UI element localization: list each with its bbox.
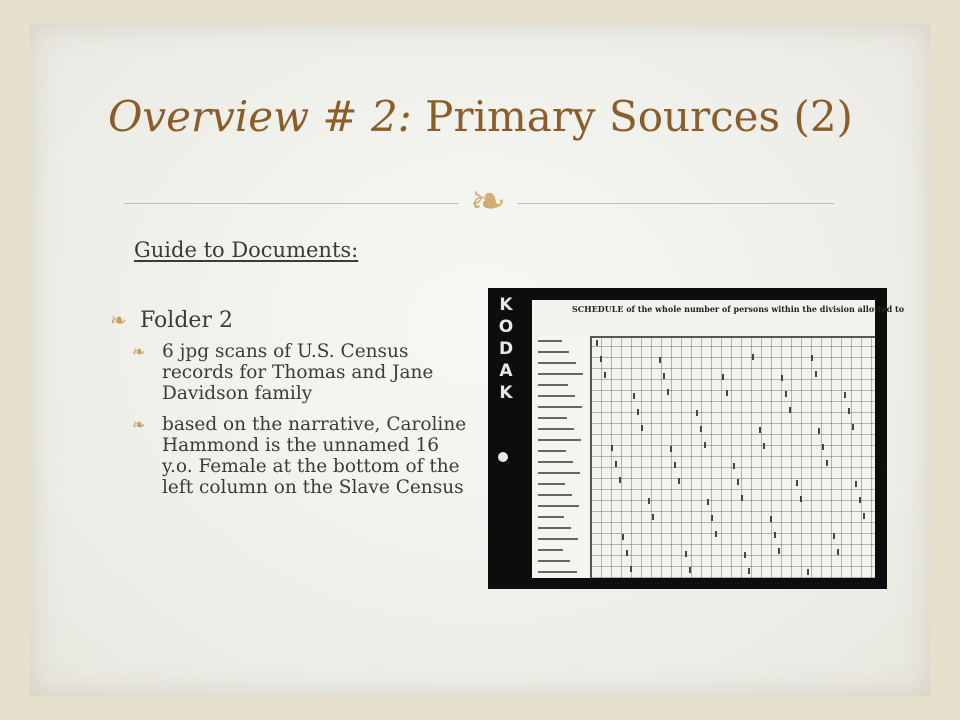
film-hole-icon	[498, 452, 508, 462]
handwriting-stroke	[538, 461, 573, 463]
handwriting-stroke	[538, 417, 567, 419]
handwriting-stroke	[538, 428, 574, 430]
page-title	[108, 92, 868, 141]
tally-mark	[752, 354, 754, 360]
bullet-icon: ❧	[110, 308, 127, 332]
handwriting-stroke	[538, 516, 564, 518]
handwriting-stroke	[538, 472, 580, 474]
bullet-icon: ❧	[132, 342, 146, 361]
tally-mark	[863, 513, 865, 519]
list-item-folder	[110, 308, 470, 333]
tally-mark	[789, 407, 791, 413]
handwriting-stroke	[538, 538, 578, 540]
tally-mark	[715, 531, 717, 537]
sub-item-text: 6 jpg scans of U.S. Census records for Thomas and Jane Davidson family	[162, 341, 434, 404]
handwriting-stroke	[538, 351, 569, 353]
guide-heading: Guide to Documents:	[134, 238, 359, 262]
tally-mark	[822, 444, 824, 450]
tally-mark	[781, 375, 783, 381]
handwriting-stroke	[538, 527, 571, 529]
tally-mark	[600, 356, 602, 362]
tally-mark	[704, 442, 706, 448]
fleuron-icon: ❧	[469, 176, 507, 227]
tally-mark	[722, 374, 724, 380]
handwriting-stroke	[538, 505, 579, 507]
tally-mark	[622, 534, 624, 540]
tally-mark	[700, 426, 702, 432]
kodak-letter: A	[499, 361, 513, 381]
tally-mark	[796, 480, 798, 486]
handwriting-stroke	[538, 406, 582, 408]
tally-mark	[770, 516, 772, 522]
list-item	[132, 341, 470, 404]
tally-mark	[626, 550, 628, 556]
tally-mark	[811, 355, 813, 361]
tally-mark	[800, 496, 802, 502]
tally-mark	[837, 549, 839, 555]
tally-mark	[619, 477, 621, 483]
handwriting-stroke	[538, 384, 568, 386]
title-italic-part: Overview # 2:	[108, 92, 412, 141]
tally-mark	[707, 499, 709, 505]
tally-mark	[637, 409, 639, 415]
tally-mark	[633, 393, 635, 399]
bullet-list	[110, 308, 470, 508]
handwriting-stroke	[538, 450, 566, 452]
tally-mark	[652, 514, 654, 520]
handwriting-stroke	[538, 340, 562, 342]
tally-mark	[630, 566, 632, 572]
tally-mark	[852, 424, 854, 430]
slide	[30, 24, 930, 696]
tally-mark	[855, 481, 857, 487]
tally-mark	[667, 389, 669, 395]
tally-mark	[763, 443, 765, 449]
tally-mark	[833, 533, 835, 539]
census-header	[532, 300, 905, 338]
handwriting-stroke	[538, 494, 572, 496]
tally-mark	[696, 410, 698, 416]
tally-mark	[648, 498, 650, 504]
kodak-letter: D	[498, 339, 514, 359]
tally-mark	[848, 408, 850, 414]
list-item	[132, 414, 470, 498]
handwriting-stroke	[538, 373, 583, 375]
tally-mark	[759, 427, 761, 433]
tally-mark	[859, 497, 861, 503]
folder-label: Folder 2	[140, 308, 233, 333]
tally-mark	[685, 551, 687, 557]
tally-mark	[744, 552, 746, 558]
tally-mark	[604, 372, 606, 378]
tally-mark	[663, 373, 665, 379]
handwriting-stroke	[538, 571, 577, 573]
kodak-letter: K	[499, 383, 513, 403]
kodak-film-edge	[492, 294, 520, 404]
tally-mark	[748, 568, 750, 574]
bullet-icon: ❧	[132, 415, 146, 434]
handwriting-stroke	[538, 549, 563, 551]
tally-mark	[741, 495, 743, 501]
names-column	[532, 336, 592, 578]
tally-mark	[826, 460, 828, 466]
tally-mark	[615, 461, 617, 467]
tally-mark	[778, 548, 780, 554]
tally-mark	[815, 371, 817, 377]
handwriting-stroke	[538, 483, 565, 485]
kodak-letter: K	[499, 295, 513, 315]
tally-mark	[807, 569, 809, 575]
tally-mark	[711, 515, 713, 521]
tally-mark	[737, 479, 739, 485]
tally-mark	[844, 392, 846, 398]
census-scan-image	[488, 288, 905, 589]
divider-right	[518, 203, 834, 204]
census-page	[532, 300, 905, 578]
tally-mark	[726, 390, 728, 396]
sub-item-text: based on the narrative, Caroline Hammond is the unnamed 16 y.o. Female at the bottom of the left column on the Slave Census	[162, 414, 467, 498]
divider-left	[124, 203, 458, 204]
tally-mark	[596, 340, 598, 346]
schedule-heading: SCHEDULE of the whole number of persons within the division allotted to	[572, 304, 905, 314]
kodak-letter: O	[498, 317, 514, 337]
tally-mark	[678, 478, 680, 484]
tally-mark	[670, 446, 672, 452]
tally-mark	[818, 428, 820, 434]
tally-mark	[774, 532, 776, 538]
handwriting-stroke	[538, 439, 581, 441]
tally-mark	[785, 391, 787, 397]
handwriting-stroke	[538, 395, 575, 397]
tally-mark	[689, 567, 691, 573]
tally-mark	[733, 463, 735, 469]
tally-mark	[674, 462, 676, 468]
tally-mark	[641, 425, 643, 431]
title-main-part: Primary Sources (2)	[411, 92, 853, 141]
tally-mark	[611, 445, 613, 451]
tally-mark	[659, 357, 661, 363]
handwriting-stroke	[538, 560, 570, 562]
handwriting-stroke	[538, 362, 576, 364]
